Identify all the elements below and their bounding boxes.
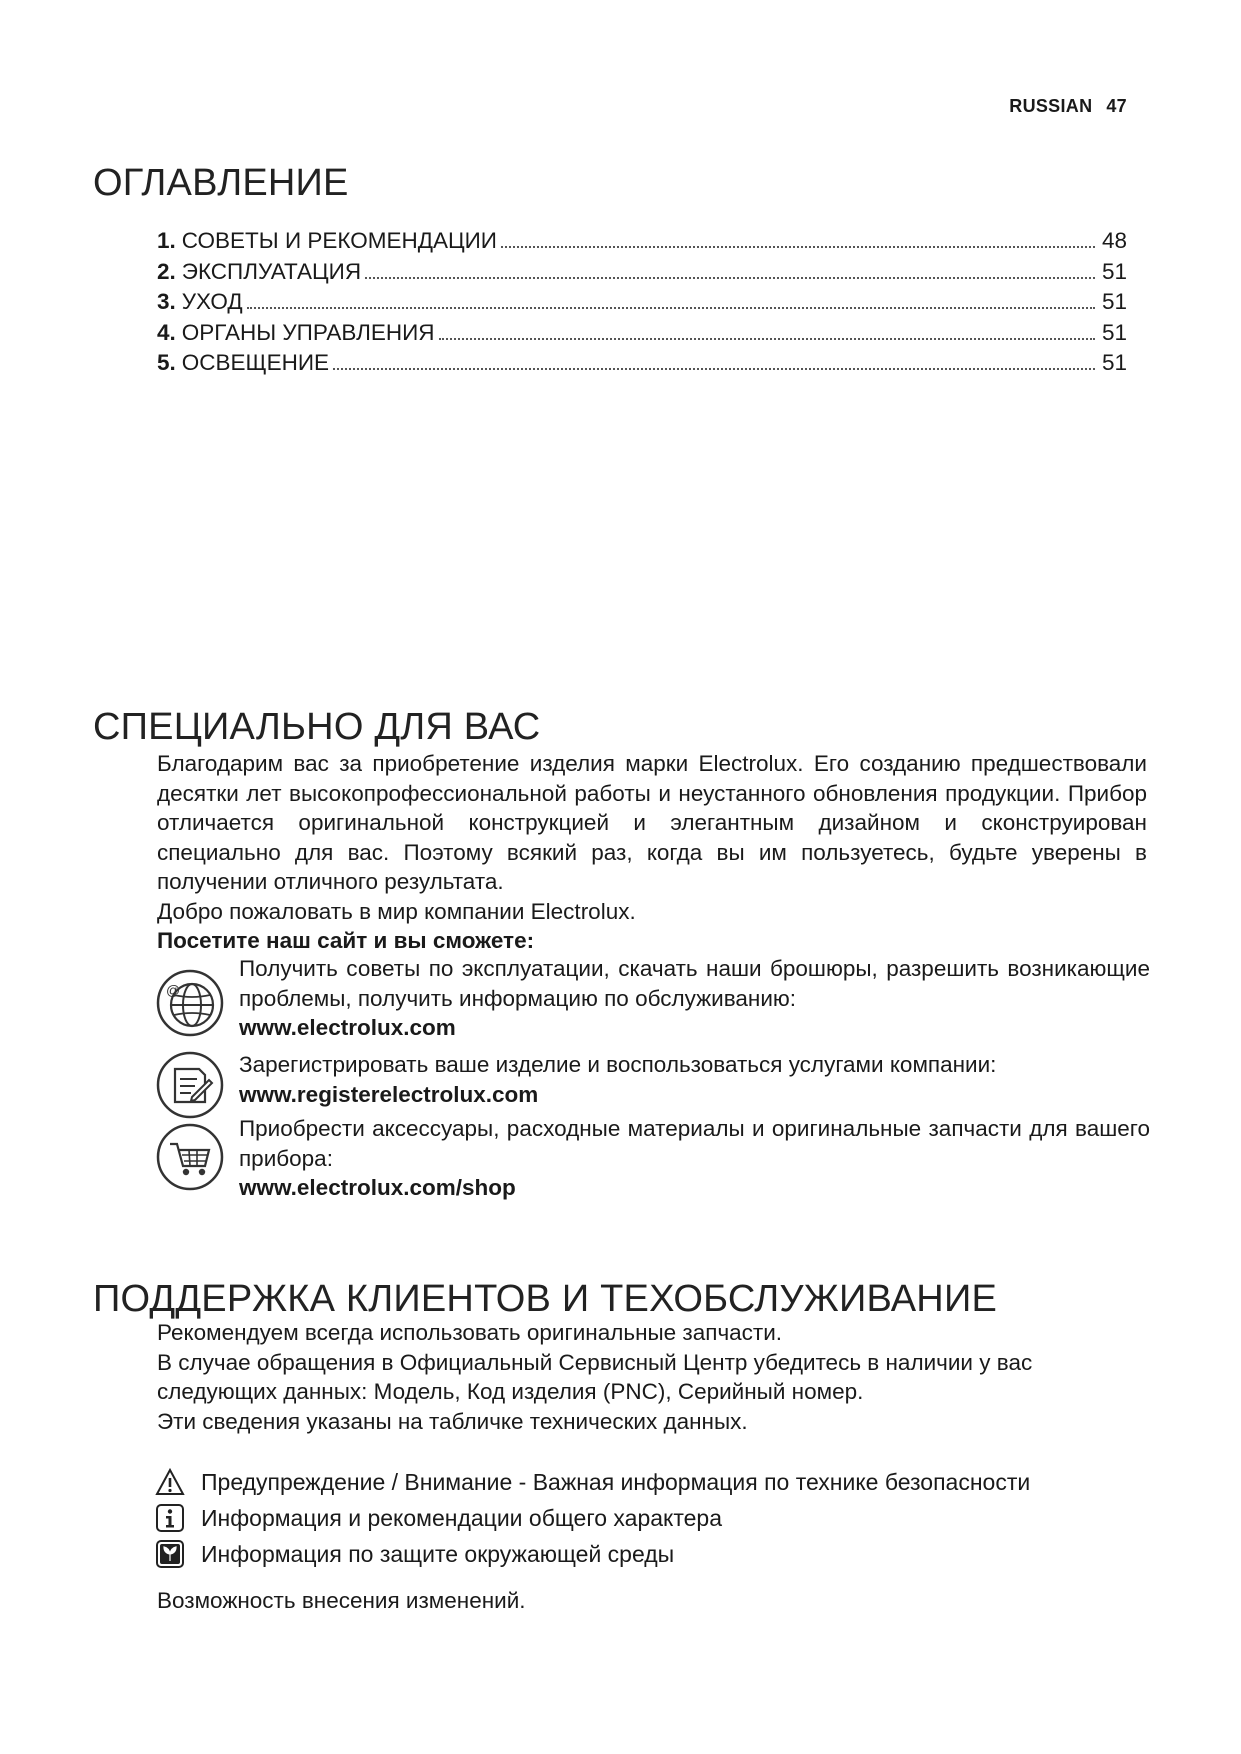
toc-item-label: СОВЕТЫ И РЕКОМЕНДАЦИИ	[181, 228, 497, 253]
toc-title: ОГЛАВЛЕНИЕ	[93, 162, 349, 204]
support-line: Рекомендуем всегда использовать оригинальные запчасти.	[157, 1320, 783, 1345]
toc-leader-dots	[439, 337, 1095, 340]
toc-item-number: 5.	[157, 350, 176, 375]
symbol-legend	[155, 1464, 1030, 1572]
toc-item-page: 51	[1101, 258, 1127, 284]
welcome-line: Добро пожаловать в мир компании Electrolux.	[157, 898, 636, 924]
toc-item[interactable]	[157, 350, 1127, 381]
toc-item[interactable]	[157, 228, 1127, 259]
toc-item-page: 51	[1101, 289, 1127, 314]
legend-text: Информация и рекомендации общего характера	[201, 1505, 722, 1531]
toc-item-label: ОСВЕЩЕНИЕ	[181, 350, 330, 375]
service-description: Приобрести аксессуары, расходные материалы и оригинальные запчасти для вашего прибора:	[239, 1116, 1150, 1171]
intro-text	[157, 749, 1147, 956]
service-link-website[interactable]: www.electrolux.com	[239, 1015, 456, 1040]
service-item	[155, 1050, 1150, 1120]
support-line: В случае обращения в Официальный Сервисный Центр убедитесь в наличии у вас следующих данных: Модель, Код изделия (PNC), Серийный номер.	[157, 1349, 1033, 1404]
changes-note: Возможность внесения изменений.	[157, 1588, 526, 1613]
legend-item	[155, 1464, 1030, 1500]
legend-item	[155, 1500, 1030, 1536]
environment-icon	[155, 1539, 185, 1569]
header-language: RUSSIAN	[1009, 96, 1093, 116]
service-link-register[interactable]: www.registerelectrolux.com	[239, 1081, 539, 1107]
info-icon	[155, 1503, 185, 1533]
toc-leader-dots	[247, 306, 1095, 309]
support-text	[157, 1318, 1147, 1436]
register-icon	[155, 1050, 225, 1120]
toc-item-number: 3.	[157, 289, 176, 314]
toc-item[interactable]	[157, 320, 1127, 351]
toc-leader-dots	[365, 276, 1095, 279]
warning-icon	[155, 1467, 185, 1497]
service-description: Зарегистрировать ваше изделие и воспользоваться услугами компании:	[239, 1052, 997, 1077]
toc-item-page: 48	[1101, 228, 1127, 253]
toc-item-number: 1.	[157, 228, 176, 253]
service-description: Получить советы по эксплуатации, скачать наши брошюры, разрешить возникающие проблемы, получить информацию по обслуживанию:	[239, 956, 1150, 1011]
toc-item-number: 2.	[157, 258, 176, 284]
header-page-number: 47	[1106, 96, 1127, 116]
globe-icon	[155, 968, 225, 1038]
support-section-title: ПОДДЕРЖКА КЛИЕНТОВ И ТЕХОБСЛУЖИВАНИЕ	[93, 1278, 998, 1320]
toc-item-number: 4.	[157, 319, 176, 345]
toc-item-page: 51	[1101, 350, 1127, 375]
toc-item-label: ОРГАНЫ УПРАВЛЕНИЯ	[181, 319, 435, 345]
toc-item-label: УХОД	[181, 289, 243, 314]
special-section-title: СПЕЦИАЛЬНО ДЛЯ ВАС	[93, 706, 541, 748]
cart-icon	[155, 1122, 225, 1192]
table-of-contents	[157, 228, 1127, 381]
toc-leader-dots	[333, 367, 1095, 370]
legend-text: Предупреждение / Внимание - Важная информация по технике безопасности	[201, 1469, 1031, 1495]
visit-heading: Посетите наш сайт и вы сможете:	[157, 928, 535, 953]
toc-item-page: 51	[1101, 319, 1127, 345]
toc-leader-dots	[501, 245, 1095, 248]
service-item	[155, 1114, 1150, 1203]
service-link-shop[interactable]: www.electrolux.com/shop	[239, 1175, 516, 1200]
toc-item[interactable]	[157, 259, 1127, 290]
legend-text: Информация по защите окружающей среды	[201, 1541, 675, 1567]
page-header	[1009, 96, 1127, 117]
intro-paragraph: Благодарим вас за приобретение изделия марки Electrolux. Его созданию предшествовали десятки лет высокопрофессиональной работы и неустанного обновления продукции. Прибор отличается оригинальной конструкцией и элегантным дизайном и сконструирован специально для вас. Поэтому всякий раз, когда вы им пользуетесь, будьте уверены в получении отличного результата.	[157, 751, 1147, 894]
support-line: Эти сведения указаны на табличке технических данных.	[157, 1408, 748, 1434]
svg-text:@: @	[166, 982, 181, 998]
toc-item[interactable]	[157, 289, 1127, 320]
service-item	[155, 954, 1150, 1043]
legend-item	[155, 1536, 1030, 1572]
toc-item-label: ЭКСПЛУАТАЦИЯ	[181, 258, 362, 284]
